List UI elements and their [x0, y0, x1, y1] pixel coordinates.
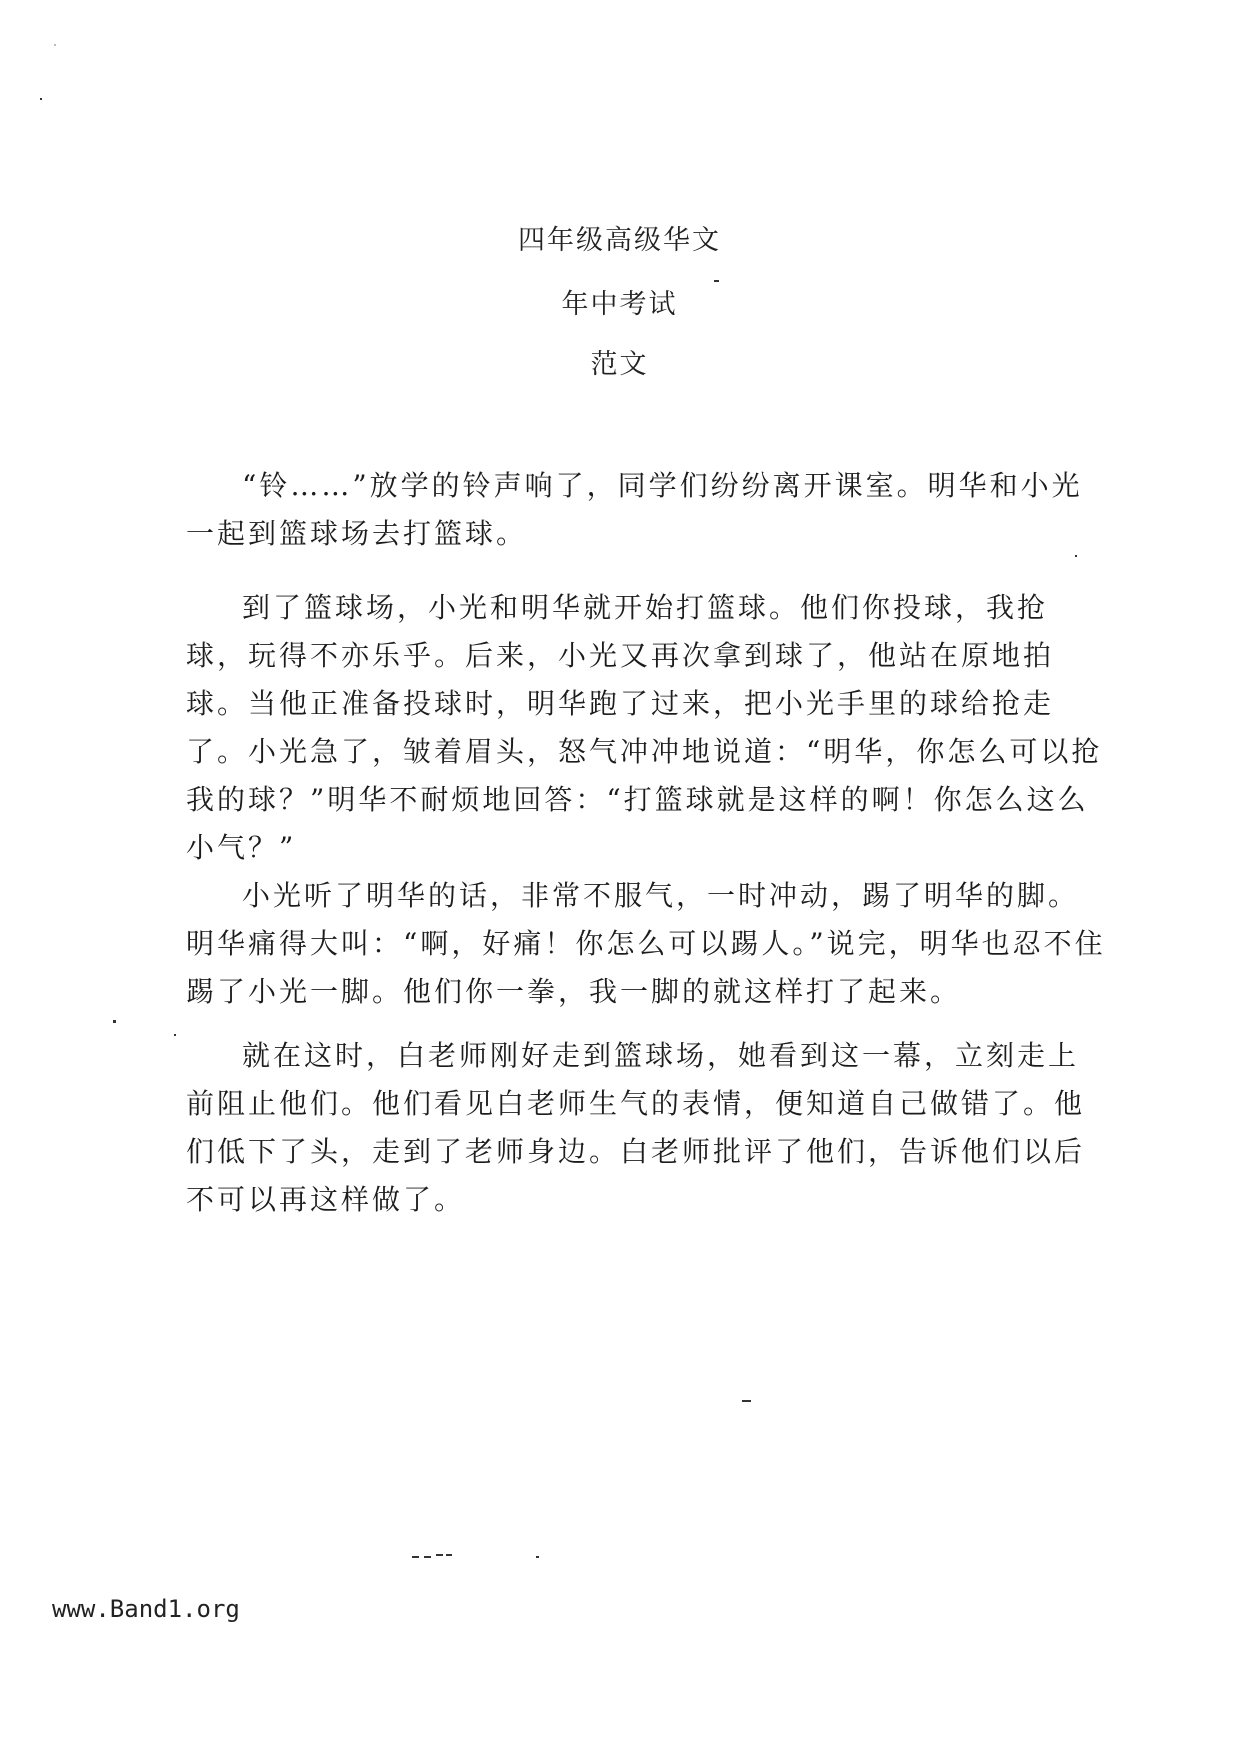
scan-speck	[436, 1554, 443, 1556]
scan-speck	[412, 1556, 419, 1558]
header-model-essay-title: 范文	[590, 349, 649, 380]
header-exam-title: 年中考试	[561, 289, 678, 320]
header-grade-title: 四年级高级华文	[518, 225, 721, 256]
scan-speck	[446, 1554, 452, 1556]
scan-speck	[174, 1034, 176, 1036]
essay-paragraph: 小光听了明华的话，非常不服气，一时冲动，踢了明华的脚。明华痛得大叫：“啊，好痛！你怎么可以踢人。”说完，明华也忍不住踢了小光一脚。他们你一拳，我一脚的就这样打了起来。	[186, 879, 1106, 1008]
scan-speck	[536, 1556, 539, 1558]
essay-paragraph: 到了篮球场，小光和明华就开始打篮球。他们你投球，我抢球，玩得不亦乐乎。后来，小光又再次拿到球了，他站在原地拍球。当他正准备投球时，明华跑了过来，把小光手里的球给抢走了。小光急了，皱着眉头，怒气冲冲地说道：“明华，你怎么可以抢我的球？”明华不耐烦地回答：“打篮球就是这样的啊！你怎么这么小气？”	[186, 591, 1103, 864]
essay-paragraph: 就在这时，白老师刚好走到篮球场，她看到这一幕，立刻走上前阻止他们。他们看见白老师生气的表情，便知道自己做错了。他们低下了头，走到了老师身边。白老师批评了他们，告诉他们以后不可以再这样做了。	[186, 1039, 1086, 1216]
scan-speck	[424, 1556, 431, 1558]
scan-speck	[1075, 555, 1077, 557]
scan-speck	[742, 1400, 751, 1402]
scan-speck	[40, 98, 42, 100]
scan-speck	[113, 1020, 116, 1023]
watermark-text: www.Band1.org	[52, 1595, 240, 1623]
scan-speck	[714, 280, 719, 282]
essay-paragraph: “铃……”放学的铃声响了，同学们纷纷离开课室。明华和小光一起到篮球场去打篮球。	[186, 469, 1083, 550]
scan-speck	[54, 44, 56, 46]
